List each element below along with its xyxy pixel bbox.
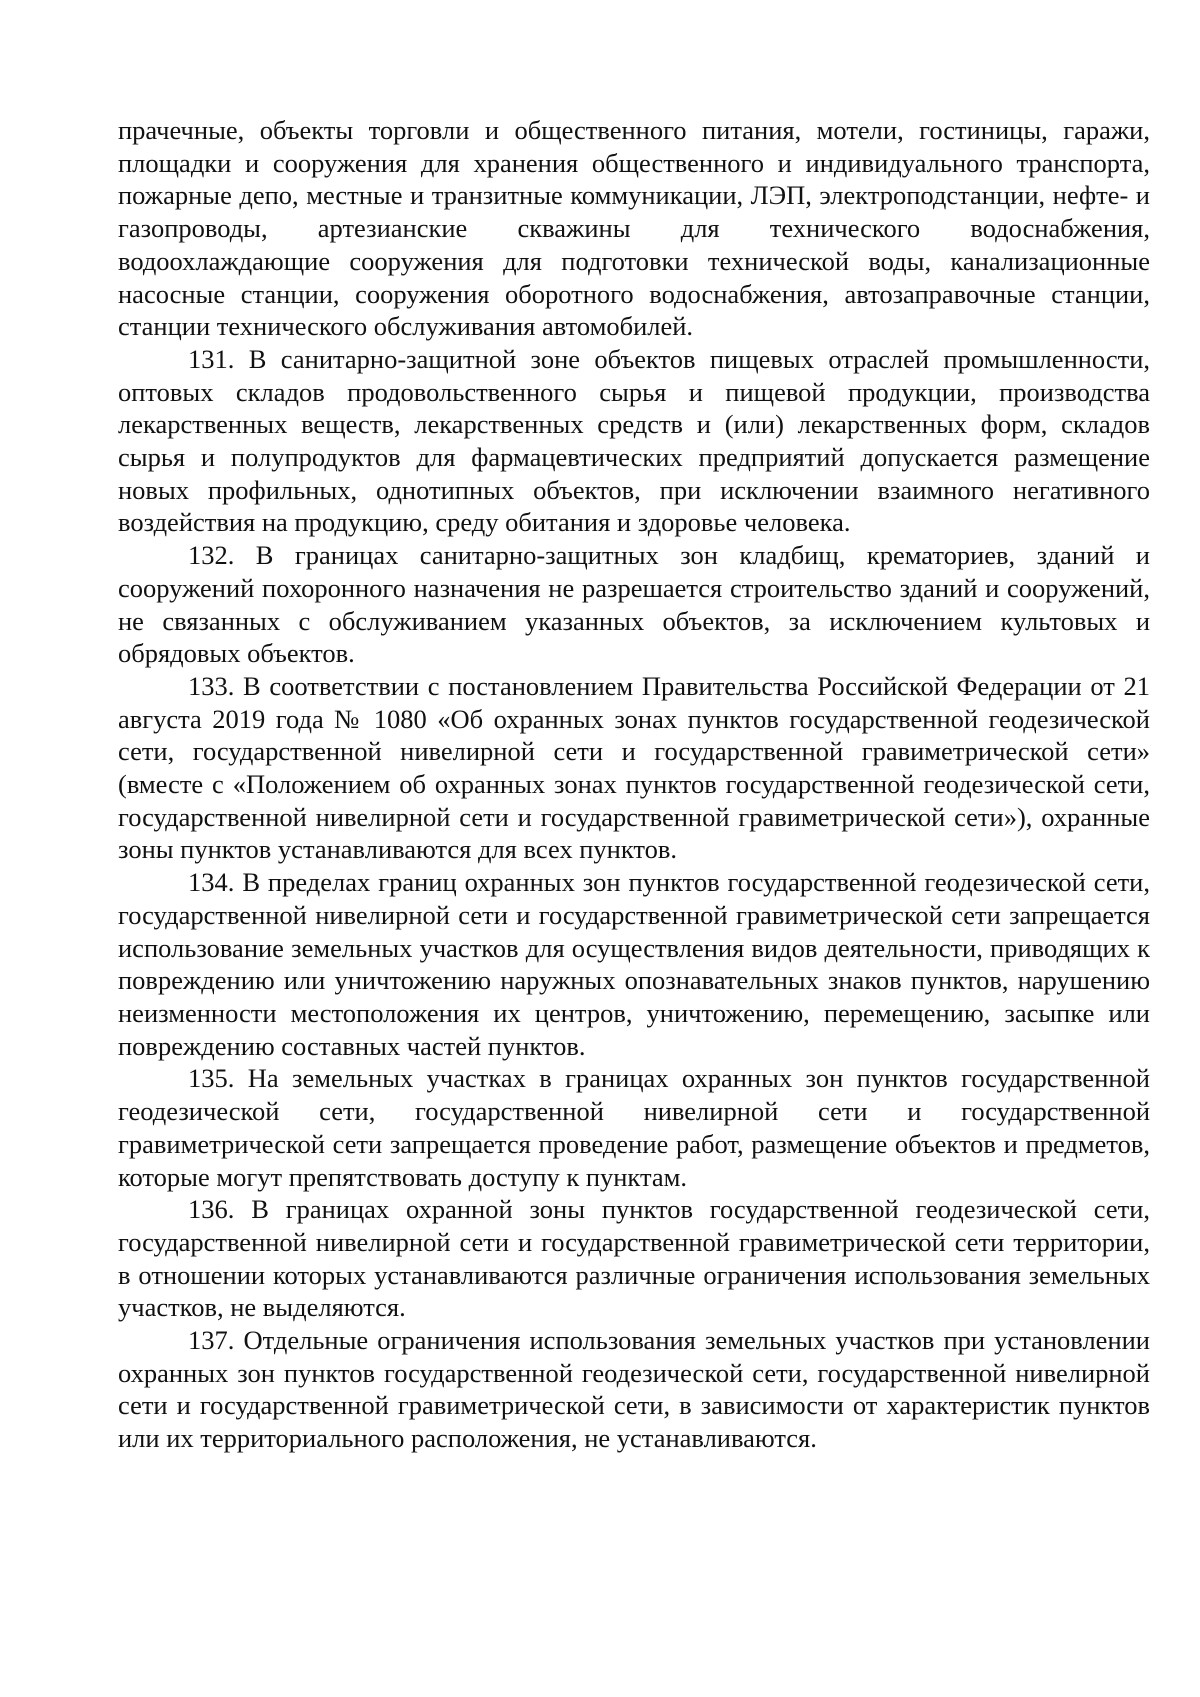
- paragraph-136: 136. В границах охранной зоны пунктов государственной геодезической сети, государственной нивелирной сети и государственной гравиметрической сети территории, в отношении которых устанавливаются различные ограничения использования земельных участков, не выделяются.: [118, 1194, 1150, 1323]
- paragraph-continuation: прачечные, объекты торговли и общественного питания, мотели, гостиницы, гаражи, площадки и сооружения для хранения общественного и индивидуального транспорта, пожарные депо, местные и транзитные коммуникации, ЛЭП, электроподстанции, нефте- и газопроводы, артезианские скважины для технического водоснабжения, водоохлаждающие сооружения для подготовки технической воды, канализационные насосные станции, сооружения оборотного водоснабжения, автозаправочные станции, станции технического обслуживания автомобилей.: [118, 115, 1150, 342]
- paragraph-135: 135. На земельных участках в границах охранных зон пунктов государственной геодезической сети, государственной нивелирной сети и государственной гравиметрической сети запрещается проведение работ, размещение объектов и предметов, которые могут препятствовать доступу к пунктам.: [118, 1063, 1150, 1192]
- paragraph-132: 132. В границах санитарно-защитных зон кладбищ, крематориев, зданий и сооружений похоронного назначения не разрешается строительство зданий и сооружений, не связанных с обслуживанием указанных объектов, за исключением культовых и обрядовых объектов.: [118, 540, 1150, 669]
- document-page: [118, 114, 1150, 1455]
- paragraph-137: 137. Отдельные ограничения использования земельных участков при установлении охранных зон пунктов государственной геодезической сети, государственной нивелирной сети и государственной гравиметрической сети, в зависимости от характеристик пунктов или их территориального расположения, не устанавливаются.: [118, 1325, 1150, 1454]
- paragraph-131: 131. В санитарно-защитной зоне объектов пищевых отраслей промышленности, оптовых складов продовольственного сырья и пищевой продукции, производства лекарственных веществ, лекарственных средств и (или) лекарственных форм, складов сырья и полупродуктов для фармацевтических предприятий допускается размещение новых профильных, однотипных объектов, при исключении взаимного негативного воздействия на продукцию, среду обитания и здоровье человека.: [118, 343, 1150, 538]
- paragraph-133: 133. В соответствии с постановлением Правительства Российской Федерации от 21 августа 2019 года № 1080 «Об охранных зонах пунктов государственной геодезической сети, государственной нивелирной сети и государственной гравиметрической сети» (вместе с «Положением об охранных зонах пунктов государственной геодезической сети, государственной нивелирной сети и государственной гравиметрической сети»), охранные зоны пунктов устанавливаются для всех пунктов.: [118, 670, 1150, 865]
- paragraph-134: 134. В пределах границ охранных зон пунктов государственной геодезической сети, государственной нивелирной сети и государственной гравиметрической сети запрещается использование земельных участков для осуществления видов деятельности, приводящих к повреждению или уничтожению наружных опознавательных знаков пунктов, нарушению неизменности местоположения их центров, уничтожению, перемещению, засыпке или повреждению составных частей пунктов.: [118, 867, 1150, 1061]
